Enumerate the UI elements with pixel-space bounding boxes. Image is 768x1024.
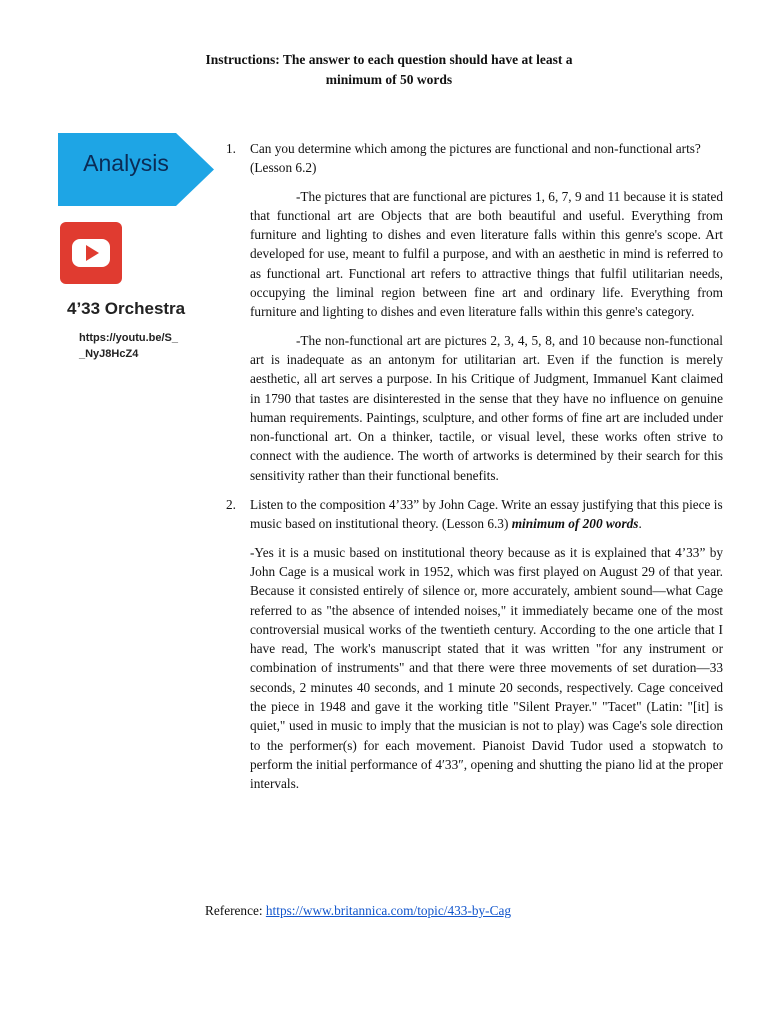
instructions-line-1: Instructions: The answer to each question should have at least a <box>205 52 573 67</box>
question-2 <box>226 495 723 534</box>
reference-label: Reference: <box>205 903 263 918</box>
question-number: 2. <box>226 497 236 513</box>
instructions-line-2: minimum of 50 words <box>325 72 453 87</box>
question-number: 1. <box>226 141 236 156</box>
video-title: 4’33 Orchestra <box>67 299 186 318</box>
question-text: Can you determine which among the pictures are functional and non-functional arts? (Lesson 6.2) <box>250 141 701 176</box>
instructions-heading <box>0 50 768 90</box>
reference-link[interactable]: https://www.britannica.com/topic/433-by-Cag <box>265 903 511 918</box>
question-text-body: Listen to the composition 4’33” by John Cage. Write an essay justifying that this piece is music based on institutional theory. (Lesson 6.3) <box>250 497 723 532</box>
question-1 <box>226 139 723 178</box>
video-link[interactable]: https://youtu.be/S__NyJ8HcZ4 <box>79 332 178 360</box>
youtube-play-icon[interactable] <box>60 222 122 284</box>
answer-paragraph: -The pictures that are functional are pictures 1, 6, 7, 9 and 11 because it is stated that functional art are Objects that are both beautiful and useful. Everything from furniture and lighting to dishes and even literature falls within this genre's scope. Art developed for use, meant to fulfil a purpose, and with an aesthetic in mind is referred to as functional art. Functional art refers to attractive things that fulfil utilitarian needs, occupying the liminal region between fine art and ordinary life. Everything from furniture and lighting to dishes and even literature falls within this genre's category. <box>250 188 723 320</box>
question-text <box>250 495 723 534</box>
question-emphasis: minimum of 200 words <box>511 516 639 532</box>
question-list <box>226 139 723 794</box>
reference-line <box>205 903 511 919</box>
question-emphasis-suffix: . <box>638 516 642 532</box>
answer-paragraph: -Yes it is a music based on institutional theory because as it is explained that 4’33” by John Cage is a musical work in 1952, which was first played on August 29 of that year. Because it consisted entirely of silence or, more accurately, ambient sound—what Cage referred to as "the absence of intended noises," it immediately became one of the most controversial musical works of the twentieth century. According to the one article that I have read, The work's manuscript stated that it was written "for any instrument or combination of instruments" and that there were three movements of set duration—33 seconds, 2 minutes 40 seconds, and 1 minute 20 seconds, respectively. Cage conceived the piece in 1948 and gave it the working title "Silent Prayer." "Tacet" (Latin: "[it] is quiet," used in music to imply that the musician is not to play) was Cage's sole direction to the performer(s) for each movement. Pianoist David Tudor used a stopwatch to perform the initial performance of 4′33″, opening and shutting the piano lid at the proper intervals. <box>250 544 723 792</box>
analysis-banner-label: Analysis <box>83 150 169 176</box>
answer-paragraph: -The non-functional art are pictures 2, 3, 4, 5, 8, and 10 because non-functional art is inadequate as an antonym for utilitarian art. Even if the function is merely aesthetic, all art serves a purpose. In his Critique of Judgment, Immanuel Kant claimed in 1790 that tastes are disinterested in the sense that they have no influence on genuine human requirements. Paintings, sculpture, and other forms of fine art are included under non-functional art. On a thinker, tactile, or visual level, these works often strive to connect with the audience. The worth of artworks is determined by their search for this sensitivity rather than their functional benefits. <box>250 332 723 483</box>
